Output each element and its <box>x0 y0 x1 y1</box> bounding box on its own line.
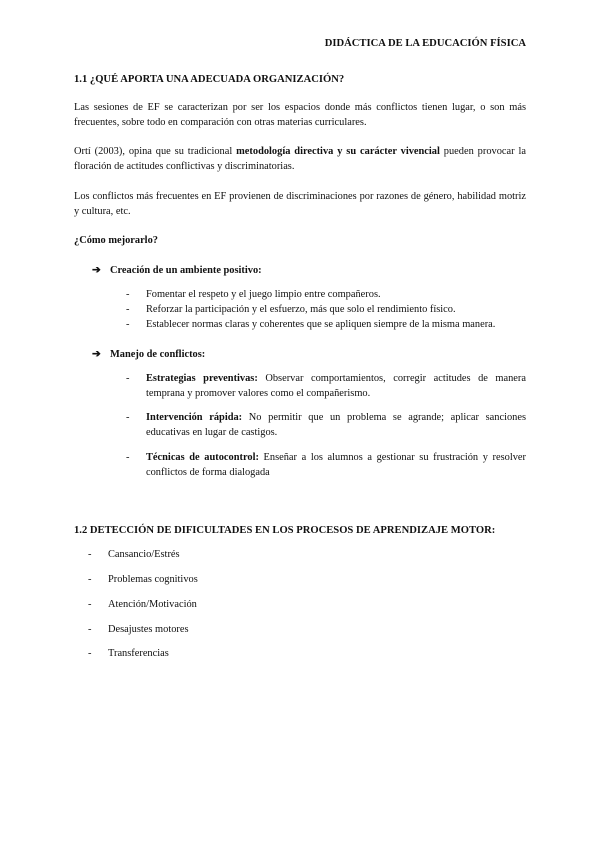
list-item <box>126 318 526 333</box>
list-item-text <box>146 411 526 440</box>
dash-bullet: - <box>88 648 92 659</box>
arrow-right-icon: ➔ <box>92 349 101 360</box>
section-2-heading: 1.2 DETECCIÓN DE DIFICULTADES EN LOS PROCESOS DE APRENDIZAJE MOTOR: <box>74 525 496 536</box>
list-item <box>126 303 526 318</box>
arrow-item-1 <box>92 264 262 279</box>
list-item-text: Problemas cognitivos <box>108 574 198 585</box>
paragraph-2-start: Ortí (2003), opina que su tradicional <box>74 146 237 157</box>
dash-bullet: - <box>126 304 130 315</box>
list-item-text: Atención/Motivación <box>108 599 197 610</box>
paragraph-3: Los conflictos más frecuentes en EF provienen de discriminaciones por razones de género, habilidad motriz y cultura, etc. <box>74 191 526 217</box>
list-item-rest: No permitir que un problema se agrande; aplicar sanciones educativas en lugar de castigos. <box>146 412 526 438</box>
paragraph-2-bold: metodología directiva y su carácter vivencial <box>236 146 440 157</box>
list-item <box>88 647 169 662</box>
paragraph-1: Las sesiones de EF se caracterizan por ser los espacios donde más conflictos tienen lugar, o son más frecuentes, sobre todo en comparación con otras materias curriculares. <box>74 102 526 128</box>
paragraph-2-end: pueden provocar la floración de actitudes conflictivas y discriminatorias. <box>74 146 526 172</box>
arrow-item-2 <box>92 348 205 363</box>
list-item <box>126 411 526 440</box>
list-item <box>88 573 198 588</box>
dash-bullet: - <box>88 574 92 585</box>
running-header: DIDÁCTICA DE LA EDUCACIÓN FÍSICA <box>324 38 526 49</box>
dash-bullet: - <box>126 319 130 330</box>
paragraph-2 <box>74 145 526 174</box>
list-item-text: Reforzar la participación y el esfuerzo, más que solo el rendimiento físico. <box>146 304 456 315</box>
list-item-bold: Técnicas de autocontrol: <box>146 452 259 463</box>
list-item-rest: Enseñar a los alumnos a gestionar su frustración y resolver conflictos de forma dialogada <box>146 452 526 478</box>
list-item-rest: Observar comportamientos, corregir actitudes de manera temprana y promover valores como el compañerismo. <box>146 373 526 399</box>
list-item <box>126 288 526 303</box>
dash-bullet: - <box>126 412 130 423</box>
dash-bullet: - <box>88 599 92 610</box>
section-1-heading: 1.1 ¿QUÉ APORTA UNA ADECUADA ORGANIZACIÓN? <box>74 74 345 85</box>
arrow-item-2-title: Manejo de conflictos: <box>110 349 206 360</box>
list-item <box>126 451 526 480</box>
dash-bullet: - <box>126 452 130 463</box>
arrow-item-1-title: Creación de un ambiente positivo: <box>110 265 262 276</box>
list-item-bold: Estrategias preventivas: <box>146 373 258 384</box>
arrow-right-icon: ➔ <box>92 265 101 276</box>
list-item <box>126 372 526 401</box>
list-item-text: Transferencias <box>108 648 169 659</box>
question-heading: ¿Cómo mejorarlo? <box>74 235 158 246</box>
dash-bullet: - <box>126 289 130 300</box>
dash-bullet: - <box>88 624 92 635</box>
list-item-bold: Intervención rápida: <box>146 412 243 423</box>
list-item <box>88 598 197 613</box>
list-item-text <box>146 451 526 480</box>
list-item-text: Desajustes motores <box>108 624 189 635</box>
dash-bullet: - <box>88 549 92 560</box>
list-item <box>88 548 180 563</box>
list-item-text: Cansancio/Estrés <box>108 549 180 560</box>
list-item-text: Fomentar el respeto y el juego limpio entre compañeros. <box>146 289 381 300</box>
list-item <box>88 623 189 638</box>
dash-bullet: - <box>126 373 130 384</box>
list-item-text <box>146 372 526 401</box>
list-item-text: Establecer normas claras y coherentes que se apliquen siempre de la misma manera. <box>146 319 496 330</box>
